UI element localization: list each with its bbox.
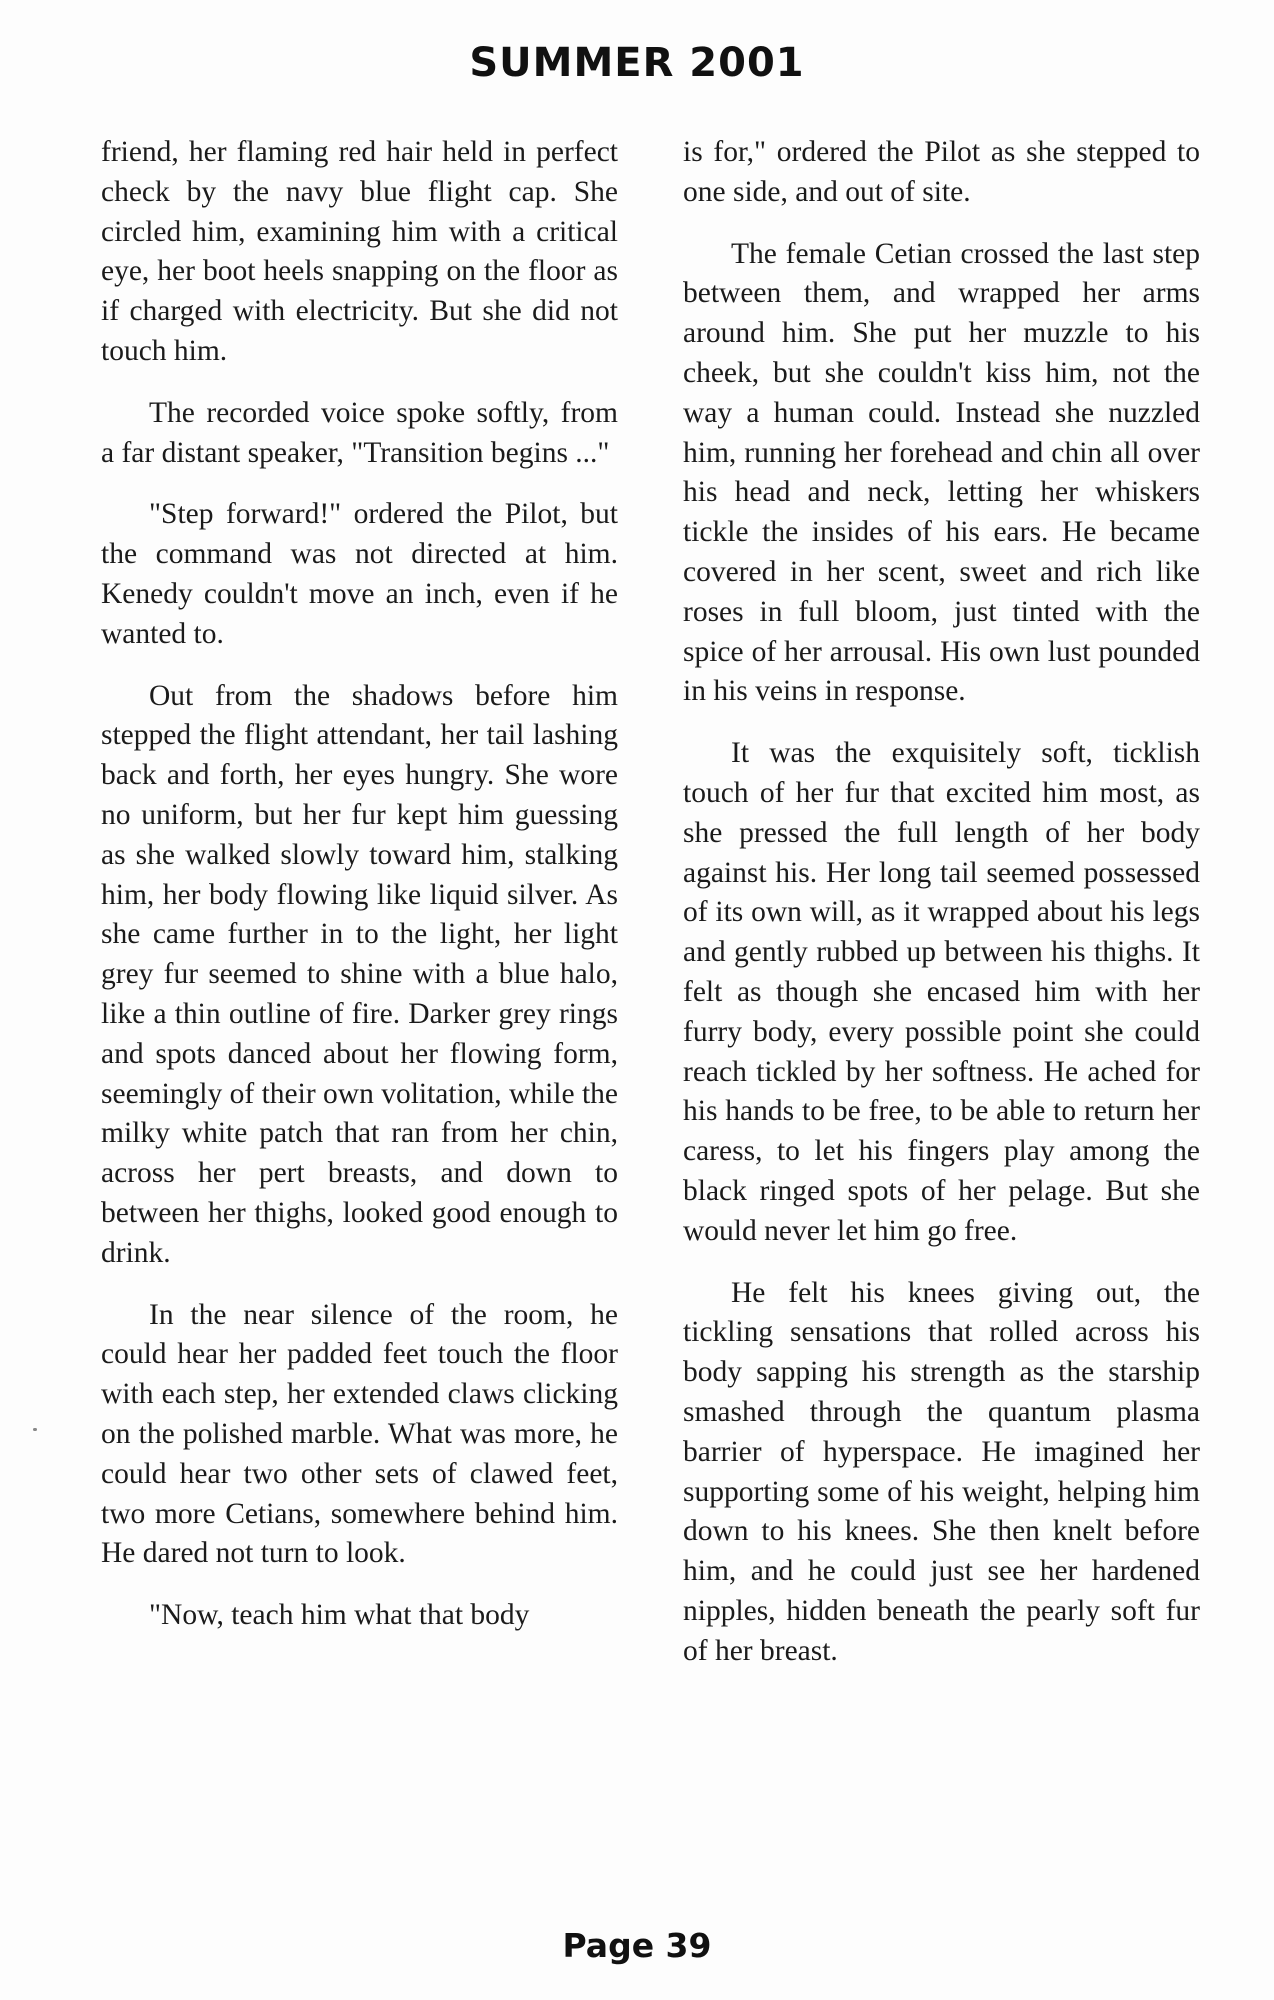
paragraph: The recorded voice spoke softly, from a far distant speaker, "Transition begins ..." bbox=[101, 396, 618, 469]
paragraph: He felt his knees giving out, the tickling sensations that rolled across his body sapping his strength as the starship smashed through the quantum plasma barrier of hyperspace. He imagined her supporting some of his weight, helping him down to his knees. She then knelt before him, and he could just see her hardened nipples, hidden beneath the pearly soft fur of her breast. bbox=[683, 1276, 1200, 1667]
paragraph: Out from the shadows before him stepped the flight attendant, her tail lashing back and forth, her eyes hungry. She wore no uniform, but her fur kept him guessing as she walked slowly toward him, stalking him, her body flowing like liquid silver. As she came further in to the light, her light grey fur seemed to shine with a blue halo, like a thin outline of fire. Darker grey rings and spots danced about her flowing form, seemingly of their own volitation, while the milky white patch that ran from her chin, across her pert breasts, and down to between her thighs, looked good enough to drink. bbox=[101, 679, 618, 1269]
paragraph: In the near silence of the room, he could hear her padded feet touch the floor with each step, her extended claws clicking on the polished marble. What was more, he could hear two other sets of clawed feet, two more Cetians, somewhere behind him. He dared not turn to look. bbox=[101, 1298, 618, 1570]
paragraph: "Now, teach him what that body bbox=[149, 1599, 530, 1632]
paragraph: "Step forward!" ordered the Pilot, but the command was not directed at him. Kenedy couldn't move an inch, even if he wanted to. bbox=[101, 498, 618, 650]
right-text-column bbox=[683, 133, 1200, 1693]
page-number: Page 39 bbox=[562, 1926, 712, 1965]
paragraph: The female Cetian crossed the last step between them, and wrapped her arms around him. She put her muzzle to his cheek, but she couldn't kiss him, not the way a human could. Instead she nuzzled him, running her forehead and chin all over his head and neck, letting her whiskers tickle the insides of his ears. He became covered in her scent, sweet and rich like roses in full bloom, just tinted with the spice of her arrousal. His own lust pounded in his veins in response. bbox=[683, 237, 1200, 708]
paragraph: friend, her flaming red hair held in perfect check by the navy blue flight cap. She circled him, examining him with a critical eye, her boot heels snapping on the floor as if charged with electricity. But she did not touch him. bbox=[101, 136, 618, 367]
left-text-column bbox=[101, 133, 618, 1658]
scan-speck bbox=[33, 1428, 37, 1431]
paragraph: is for," ordered the Pilot as she stepped to one side, and out of site. bbox=[683, 136, 1200, 208]
page-header-title: SUMMER 2001 bbox=[469, 40, 805, 86]
paragraph: It was the exquisitely soft, ticklish touch of her fur that excited him most, as she pressed the full length of her body against his. Her long tail seemed possessed of its own will, as it wrapped about his legs and gently rubbed up between his thighs. It felt as though she encased him with her furry body, every possible point she could reach tickled by her softness. He ached for his hands to be free, to be able to return her caress, to let his fingers play among the black ringed spots of her pelage. But she would never let him go free. bbox=[683, 737, 1200, 1247]
